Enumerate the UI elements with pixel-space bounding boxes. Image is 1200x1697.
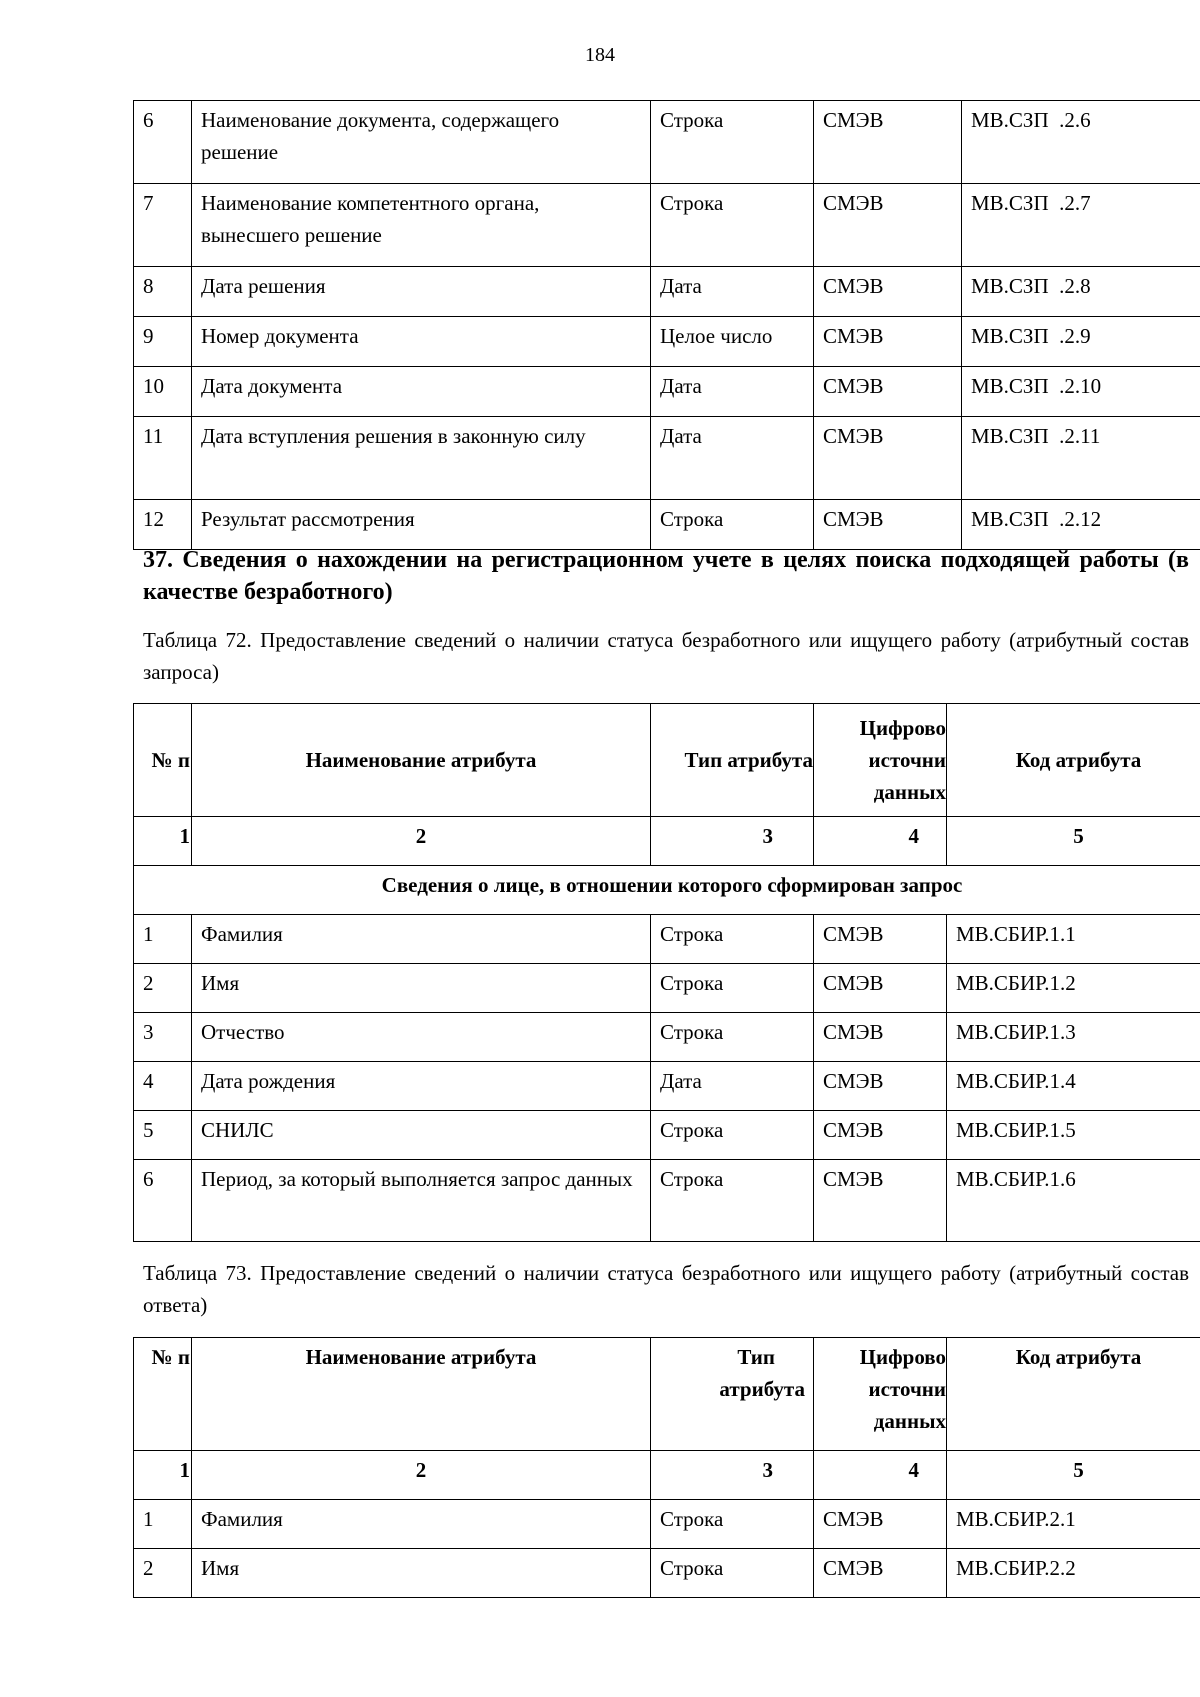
cell-attribute-name: Отчество — [192, 1013, 651, 1062]
cell-attribute-name: Дата рождения — [192, 1062, 651, 1111]
cell-attribute-code: МВ.СЗП .2.8 — [962, 267, 1200, 317]
cell-data-source: СМЭВ — [814, 1111, 947, 1160]
section-heading: 37. Сведения о нахождении на регистрационном учете в целях поиска подходящей работы (в качестве безработного) — [143, 547, 1189, 605]
column-number-row — [134, 817, 1200, 866]
cell-data-source: СМЭВ — [814, 367, 962, 417]
header-data-source-line: данных — [873, 779, 946, 804]
cell-data-source: СМЭВ — [814, 317, 962, 367]
cell-data-source: СМЭВ — [814, 964, 947, 1013]
table-row — [134, 1500, 1200, 1549]
cell-attribute-type: Строка — [651, 101, 814, 184]
table-72 — [133, 703, 1200, 1242]
cell-attribute-code: МВ.СБИР.2.2 — [947, 1549, 1200, 1598]
cell-number: 3 — [134, 1013, 192, 1062]
cell-number: 7 — [134, 184, 192, 267]
cell-data-source: СМЭВ — [814, 1062, 947, 1111]
cell-number: 4 — [134, 1062, 192, 1111]
cell-data-source: СМЭВ — [814, 1013, 947, 1062]
cell-attribute-code: МВ.СБИР.1.4 — [947, 1062, 1200, 1111]
cell-attribute-code: МВ.СЗП .2.9 — [962, 317, 1200, 367]
table-row — [134, 1549, 1200, 1598]
table-row — [134, 1111, 1200, 1160]
cell-data-source: СМЭВ — [814, 915, 947, 964]
header-data-source-line: источни — [868, 747, 946, 772]
cell-attribute-name: Наименование документа, содержащего решение — [192, 101, 651, 184]
cell-attribute-type: Строка — [651, 1111, 814, 1160]
table-row — [134, 184, 1200, 267]
column-number: 2 — [192, 1451, 651, 1500]
cell-number: 2 — [134, 1549, 192, 1598]
cell-attribute-name: Период, за который выполняется запрос данных — [192, 1160, 651, 1242]
table-row — [134, 317, 1200, 367]
cell-attribute-code: МВ.СЗП .2.10 — [962, 367, 1200, 417]
cell-number: 5 — [134, 1111, 192, 1160]
cell-number: 6 — [134, 101, 192, 184]
cell-data-source: СМЭВ — [814, 500, 962, 550]
cell-data-source: СМЭВ — [814, 1549, 947, 1598]
cell-attribute-type: Строка — [651, 915, 814, 964]
table-73 — [133, 1337, 1200, 1598]
column-number: 4 — [814, 1451, 947, 1500]
cell-attribute-type: Дата — [651, 267, 814, 317]
cell-number: 10 — [134, 367, 192, 417]
cell-data-source: СМЭВ — [814, 1160, 947, 1242]
cell-attribute-name: Фамилия — [192, 915, 651, 964]
cell-attribute-type: Строка — [651, 1500, 814, 1549]
cell-attribute-type: Строка — [651, 1160, 814, 1242]
cell-number: 6 — [134, 1160, 192, 1242]
cell-attribute-type: Строка — [651, 964, 814, 1013]
header-data-source-line: Цифрово — [859, 715, 946, 740]
cell-attribute-name: Фамилия — [192, 1500, 651, 1549]
table-row — [134, 1062, 1200, 1111]
cell-data-source: СМЭВ — [814, 267, 962, 317]
cell-attribute-type: Строка — [651, 184, 814, 267]
cell-attribute-name: Наименование компетентного органа, вынесшего решение — [192, 184, 651, 267]
cell-number: 1 — [134, 1500, 192, 1549]
cell-data-source: СМЭВ — [814, 417, 962, 500]
cell-number: 9 — [134, 317, 192, 367]
cell-attribute-code: МВ.СЗП .2.12 — [962, 500, 1200, 550]
cell-attribute-name: Имя — [192, 1549, 651, 1598]
cell-data-source: СМЭВ — [814, 101, 962, 184]
cell-attribute-code: МВ.СБИР.1.1 — [947, 915, 1200, 964]
cell-data-source: СМЭВ — [814, 184, 962, 267]
cell-attribute-name: Результат рассмотрения — [192, 500, 651, 550]
header-data-source-line: источни — [868, 1377, 946, 1401]
column-number: 5 — [947, 1451, 1200, 1500]
cell-attribute-name: Дата вступления решения в законную силу — [192, 417, 651, 500]
table-73-caption: Таблица 73. Предоставление сведений о наличии статуса безработного или ищущего работу (атрибутный состав ответа) — [143, 1261, 1189, 1317]
header-attribute-name: Наименование атрибута — [192, 1338, 651, 1451]
table-row — [134, 500, 1200, 550]
header-number: № п — [134, 704, 192, 817]
column-number: 3 — [651, 817, 814, 866]
cell-attribute-code: МВ.СБИР.2.1 — [947, 1500, 1200, 1549]
header-data-source — [814, 1338, 947, 1451]
header-attribute-type — [651, 1338, 814, 1451]
column-number: 5 — [947, 817, 1200, 866]
table-row — [134, 1013, 1200, 1062]
cell-attribute-name: СНИЛС — [192, 1111, 651, 1160]
cell-attribute-code: МВ.СБИР.1.2 — [947, 964, 1200, 1013]
header-data-source — [814, 704, 947, 817]
cell-attribute-type: Целое число — [651, 317, 814, 367]
cell-number: 2 — [134, 964, 192, 1013]
header-attribute-type-line: Тип — [737, 1345, 775, 1369]
column-number: 1 — [134, 1451, 192, 1500]
header-attribute-name: Наименование атрибута — [192, 704, 651, 817]
cell-attribute-type: Строка — [651, 500, 814, 550]
cell-attribute-name: Имя — [192, 964, 651, 1013]
table-row — [134, 915, 1200, 964]
table-row — [134, 417, 1200, 500]
cell-data-source: СМЭВ — [814, 1500, 947, 1549]
header-data-source-line: данных — [873, 1409, 946, 1433]
cell-attribute-code: МВ.СЗП .2.6 — [962, 101, 1200, 184]
header-data-source-line: Цифрово — [859, 1345, 946, 1369]
table-row — [134, 367, 1200, 417]
cell-attribute-type: Строка — [651, 1013, 814, 1062]
cell-attribute-name: Дата документа — [192, 367, 651, 417]
column-number: 2 — [192, 817, 651, 866]
table-row — [134, 1160, 1200, 1242]
table-header-row — [134, 704, 1200, 817]
table-header-row — [134, 1338, 1200, 1451]
group-row — [134, 866, 1200, 915]
table-row — [134, 964, 1200, 1013]
column-number: 1 — [134, 817, 192, 866]
header-attribute-code: Код атрибута — [947, 1338, 1200, 1451]
column-number: 4 — [814, 817, 947, 866]
cell-number: 8 — [134, 267, 192, 317]
attribute-table-continued — [133, 100, 1200, 550]
cell-attribute-code: МВ.СЗП .2.7 — [962, 184, 1200, 267]
cell-attribute-type: Строка — [651, 1549, 814, 1598]
header-attribute-code: Код атрибута — [947, 704, 1200, 817]
column-number: 3 — [651, 1451, 814, 1500]
table-72-caption: Таблица 72. Предоставление сведений о наличии статуса безработного или ищущего работу (атрибутный состав запроса) — [143, 628, 1189, 684]
header-number: № п — [134, 1338, 192, 1451]
cell-number: 1 — [134, 915, 192, 964]
group-title: Сведения о лице, в отношении которого сформирован запрос — [134, 866, 1200, 915]
cell-attribute-code: МВ.СЗП .2.11 — [962, 417, 1200, 500]
cell-attribute-code: МВ.СБИР.1.5 — [947, 1111, 1200, 1160]
cell-attribute-name: Дата решения — [192, 267, 651, 317]
cell-attribute-code: МВ.СБИР.1.3 — [947, 1013, 1200, 1062]
header-attribute-type: Тип атрибута — [651, 704, 814, 817]
table-row — [134, 101, 1200, 184]
header-attribute-type-line: атрибута — [719, 1377, 805, 1401]
cell-attribute-type: Дата — [651, 367, 814, 417]
cell-attribute-name: Номер документа — [192, 317, 651, 367]
table-row — [134, 267, 1200, 317]
cell-attribute-type: Дата — [651, 1062, 814, 1111]
cell-number: 11 — [134, 417, 192, 500]
cell-attribute-type: Дата — [651, 417, 814, 500]
page-number: 184 — [585, 44, 615, 66]
cell-number: 12 — [134, 500, 192, 550]
cell-attribute-code: МВ.СБИР.1.6 — [947, 1160, 1200, 1242]
column-number-row — [134, 1451, 1200, 1500]
